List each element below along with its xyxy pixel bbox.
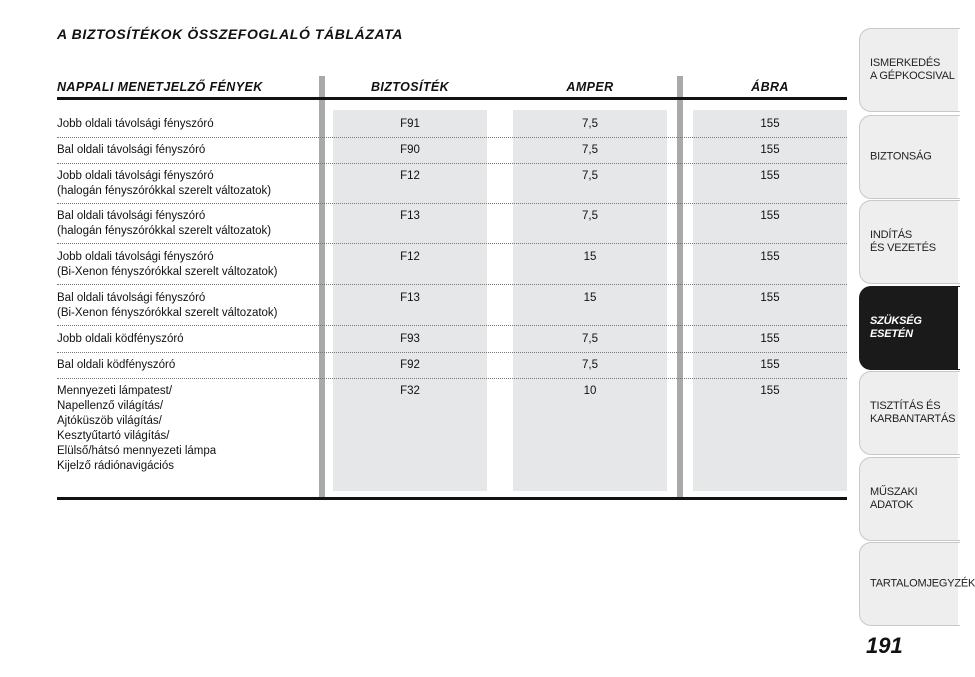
header-fig: ÁBRA <box>751 80 789 94</box>
row-fuse: F12 <box>400 170 420 182</box>
tab-label <box>870 315 922 341</box>
row-description <box>57 291 319 321</box>
tab-label-line: MŰSZAKI <box>870 486 918 498</box>
tab-label-line: ISMERKEDÉS <box>870 57 941 69</box>
description-line: (halogán fényszórókkal szerelt változatok) <box>57 225 272 237</box>
row-fuse: F12 <box>400 251 420 263</box>
row-fuse: F13 <box>400 292 420 304</box>
row-description <box>57 332 319 347</box>
description-line: Kesztyűtartó világítás/ <box>57 430 170 442</box>
tab-starting-driving[interactable] <box>859 200 960 284</box>
fuse-table <box>57 70 847 502</box>
row-description <box>57 384 319 474</box>
row-figure: 155 <box>760 359 780 371</box>
tab-label-line: BIZTONSÁG <box>870 150 932 163</box>
description-line: Ajtóküszöb világítás/ <box>57 415 162 427</box>
description-line: Bal oldali távolsági fényszóró <box>57 292 206 304</box>
tab-maintenance[interactable] <box>859 371 960 455</box>
row-amp: 7,5 <box>582 359 598 371</box>
row-amp: 7,5 <box>582 333 598 345</box>
row-description <box>57 169 319 199</box>
tab-label <box>870 229 936 255</box>
row-divider <box>57 163 847 164</box>
header-amp: AMPER <box>566 80 614 94</box>
description-line: Jobb oldali távolsági fényszóró <box>57 118 214 130</box>
row-description <box>57 209 319 239</box>
description-line: (halogán fényszórókkal szerelt változatok) <box>57 185 272 197</box>
row-figure: 155 <box>760 144 780 156</box>
description-line: Bal oldali távolsági fényszóró <box>57 210 206 222</box>
tab-label <box>870 400 955 426</box>
row-amp: 15 <box>583 251 597 263</box>
tab-label <box>870 578 975 591</box>
column-separator <box>677 76 683 497</box>
row-amp: 15 <box>583 292 597 304</box>
row-figure: 155 <box>760 292 780 304</box>
row-fuse: F32 <box>400 385 420 397</box>
row-description <box>57 358 319 373</box>
row-description <box>57 117 319 132</box>
row-amp: 10 <box>583 385 597 397</box>
tab-label-line: INDÍTÁS <box>870 229 912 241</box>
row-divider <box>57 378 847 379</box>
tab-technical-data[interactable] <box>859 457 960 541</box>
row-description <box>57 143 319 158</box>
tab-label-line: ESETÉN <box>870 328 913 340</box>
row-figure: 155 <box>760 170 780 182</box>
description-line: Mennyezeti lámpatest/ <box>57 385 173 397</box>
description-line: Napellenző világítás/ <box>57 400 164 412</box>
row-figure: 155 <box>760 210 780 222</box>
header-name: NAPPALI MENETJELZŐ FÉNYEK <box>57 80 263 94</box>
row-fuse: F91 <box>400 118 420 130</box>
row-description <box>57 250 319 280</box>
row-divider <box>57 203 847 204</box>
row-figure: 155 <box>760 251 780 263</box>
header-rule <box>57 97 847 100</box>
row-fuse: F93 <box>400 333 420 345</box>
tab-label-line: ADATOK <box>870 499 914 511</box>
description-line: Bal oldali távolsági fényszóró <box>57 144 206 156</box>
tab-label-line: SZÜKSÉG <box>870 315 922 327</box>
tab-label <box>870 151 932 164</box>
page-title: A BIZTOSÍTÉKOK ÖSSZEFOGLALÓ TÁBLÁZATA <box>57 26 403 42</box>
tab-safety[interactable] <box>859 115 960 199</box>
row-amp: 7,5 <box>582 144 598 156</box>
row-divider <box>57 137 847 138</box>
row-figure: 155 <box>760 333 780 345</box>
description-line: Kijelző rádiónavigációs <box>57 460 174 472</box>
row-fuse: F90 <box>400 144 420 156</box>
description-line: Elülső/hátsó mennyezeti lámpa <box>57 445 217 457</box>
tab-label-line: TARTALOMJEGYZÉK <box>870 577 975 590</box>
row-divider <box>57 284 847 285</box>
description-line: (Bi-Xenon fényszórókkal szerelt változatok) <box>57 307 278 319</box>
tab-label-line: KARBANTARTÁS <box>870 413 956 425</box>
row-divider <box>57 352 847 353</box>
tab-emergency[interactable] <box>859 286 960 370</box>
column-separator <box>319 76 325 497</box>
row-fuse: F92 <box>400 359 420 371</box>
description-line: Jobb oldali távolsági fényszóró <box>57 251 214 263</box>
row-divider <box>57 325 847 326</box>
tab-label-line: A GÉPKOCSIVAL <box>870 70 955 82</box>
row-fuse: F13 <box>400 210 420 222</box>
tab-label <box>870 57 955 83</box>
description-line: (Bi-Xenon fényszórókkal szerelt változatok) <box>57 266 278 278</box>
tab-label-line: TISZTÍTÁS ÉS <box>870 400 941 412</box>
row-figure: 155 <box>760 385 780 397</box>
bottom-rule <box>57 497 847 500</box>
row-figure: 155 <box>760 118 780 130</box>
row-amp: 7,5 <box>582 210 598 222</box>
tab-getting-to-know[interactable] <box>859 28 960 112</box>
tab-label <box>870 486 918 512</box>
description-line: Jobb oldali ködfényszóró <box>57 333 184 345</box>
description-line: Bal oldali ködfényszóró <box>57 359 176 371</box>
tab-label-line: ÉS VEZETÉS <box>870 242 936 254</box>
row-amp: 7,5 <box>582 170 598 182</box>
description-line: Jobb oldali távolsági fényszóró <box>57 170 214 182</box>
row-divider <box>57 243 847 244</box>
header-fuse: BIZTOSÍTÉK <box>370 80 450 94</box>
page-number: 191 <box>866 633 903 658</box>
tab-index[interactable] <box>859 542 975 626</box>
row-amp: 7,5 <box>582 118 598 130</box>
